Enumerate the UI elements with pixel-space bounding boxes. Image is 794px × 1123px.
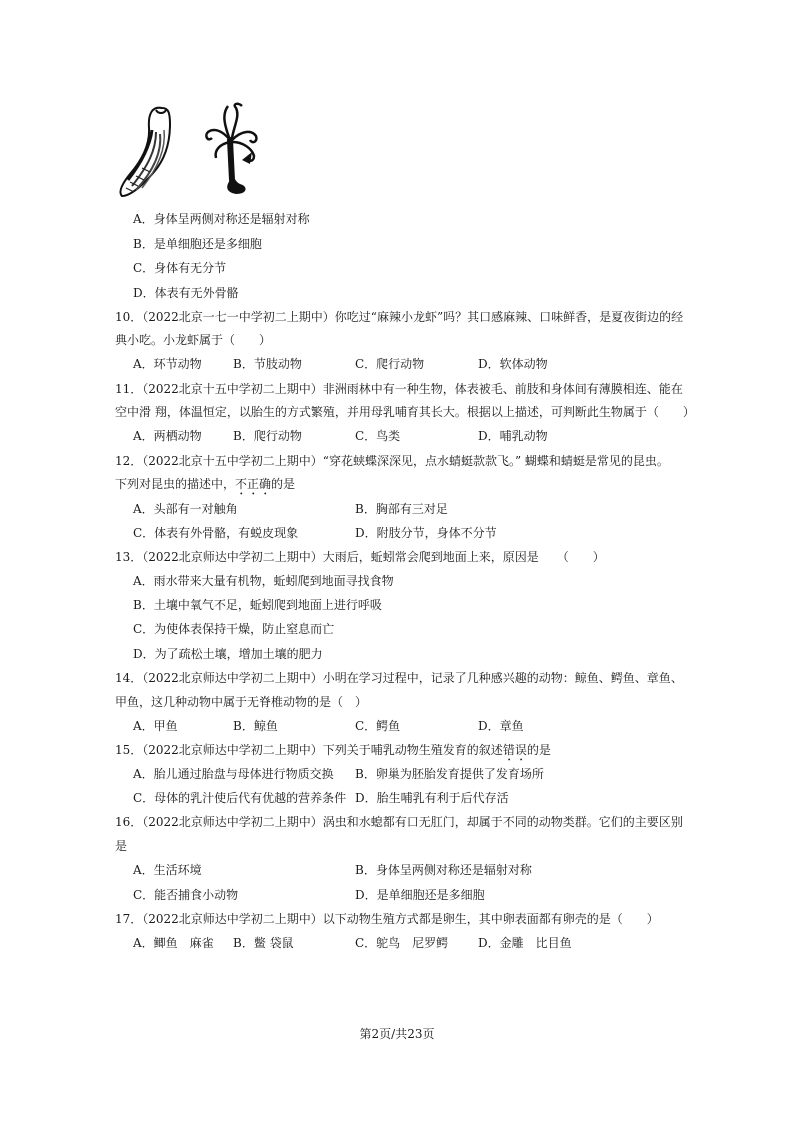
question-12-line1: 12．（2022北京十五中学初二上期中）“穿花蛱蝶深深见，点水蜻蜓款款飞。” 蝴蝶和蜻蜓是常见的昆虫。 (115, 454, 669, 468)
question-16-line2: 是 (115, 839, 128, 853)
question-17-option-c: C．鸵鸟 尼罗鳄 (355, 936, 449, 950)
question-11-option-c: C．鸟类 (355, 429, 401, 443)
question-14-option-d: D．章鱼 (478, 719, 524, 733)
prev-option-b: B．是单细胞还是多细胞 (133, 237, 262, 251)
question-12-emphasis: 不正确 (235, 477, 272, 491)
question-17-line1: 17．（2022北京师达中学初二上期中）以下动物生殖方式都是卵生，其中卵表面都有卵壳的是（ ） (115, 912, 659, 926)
question-16-option-c: C．能否捕食小动物 (133, 888, 239, 902)
question-12-option-a: A．头部有一对触角 (133, 502, 238, 516)
prev-option-c: C．身体有无分节 (133, 261, 227, 275)
question-11-option-d: D．哺乳动物 (478, 429, 548, 443)
question-10-option-b: B．节肢动物 (233, 357, 302, 371)
question-12-option-c: C．体表有外骨骼，有蜕皮现象 (133, 526, 299, 540)
page-number-footer: 第2页/共23页 (359, 1027, 435, 1041)
question-10-line1: 10．（2022北京一七一中学初二上期中）你吃过“麻辣小龙虾”吗？其口感麻辣、口味鲜香，是夏夜街边的经 (115, 310, 684, 324)
planarian-figure (120, 108, 170, 196)
question-13-line1: 13．（2022北京师达中学初二上期中）大雨后，蚯蚓常会爬到地面上来，原因是 （ ） (115, 550, 605, 564)
question-17-option-d: D．金雕 比目鱼 (478, 936, 572, 950)
question-15-line1 (115, 741, 551, 764)
question-16-option-b: B．身体呈两侧对称还是辐射对称 (355, 863, 532, 877)
question-12-option-d: D．附肢分节，身体不分节 (355, 526, 497, 540)
question-15-option-c: C．母体的乳汁使后代有优越的营养条件 (133, 791, 347, 805)
question-14-option-b: B．鲸鱼 (233, 719, 278, 733)
question-16-line1: 16．（2022北京师达中学初二上期中）涡虫和水螅都有口无肛门，却属于不同的动物类群。它们的主要区别 (115, 815, 683, 829)
question-10-option-a: A．环节动物 (133, 357, 202, 371)
question-13-option-d: D．为了疏松土壤，增加土壤的肥力 (133, 647, 323, 661)
question-10-option-d: D．软体动物 (478, 357, 548, 371)
question-15-emphasis: 错误 (502, 743, 527, 757)
question-12-line2-post: 的是 (271, 477, 296, 491)
question-16-option-a: A．生活环境 (133, 863, 202, 877)
question-14-option-c: C．鳄鱼 (355, 719, 401, 733)
animal-figures (112, 100, 282, 200)
question-14-line1: 14．（2022北京师达中学初二上期中）小明在学习过程中，记录了几种感兴趣的动物：鲸鱼、鳄鱼、章鱼、 (115, 671, 683, 685)
prev-option-d: D．体表有无外骨骼 (133, 286, 239, 300)
question-11-option-a: A．两栖动物 (133, 429, 202, 443)
question-13-option-b: B．土壤中氧气不足，蚯蚓爬到地面上进行呼吸 (133, 598, 382, 612)
question-10-option-c: C．爬行动物 (355, 357, 425, 371)
question-13-option-c: C．为使体表保持干燥，防止窒息而亡 (133, 622, 335, 636)
question-17-option-b: B．鳖 袋鼠 (233, 936, 294, 950)
question-14-option-a: A．甲鱼 (133, 719, 178, 733)
question-12-option-b: B．胸部有三对足 (355, 502, 448, 516)
question-15-option-b: B．卵巢为胚胎发育提供了发育场所 (355, 767, 544, 781)
question-15-option-a: A．胎儿通过胎盘与母体进行物质交换 (133, 767, 334, 781)
question-15-line1-pre: 15．（2022北京师达中学初二上期中）下列关于哺乳动物生殖发育的叙述 (115, 743, 503, 757)
question-12-line2 (115, 475, 295, 498)
question-15-option-d: D．胎生哺乳有利于后代存活 (355, 791, 509, 805)
question-13-option-a: A．雨水带来大量有机物，蚯蚓爬到地面寻找食物 (133, 574, 394, 588)
question-11-line1: 11．（2022北京十五中学初二上期中）非洲雨林中有一种生物，体表被毛、前肢和身体间有薄膜相连、能在 (115, 382, 683, 396)
question-17-option-a: A．鲫鱼 麻雀 (133, 936, 214, 950)
question-12-line2-pre: 下列对昆虫的描述中， (115, 477, 236, 491)
hydra-figure (206, 104, 256, 194)
question-14-line2: 甲鱼，这几种动物中属于无脊椎动物的是（ ） (115, 695, 368, 709)
question-10-line2: 典小吃。小龙虾属于（ ） (115, 333, 272, 347)
question-11-line2: 空中滑 翔，体温恒定，以胎生的方式繁殖，并用母乳哺育其长大。根据以上描述，可判断此生物属于（ ） (115, 405, 695, 419)
question-15-line1-post: 的是 (526, 743, 551, 757)
question-16-option-d: D．是单细胞还是多细胞 (355, 888, 485, 902)
prev-option-a: A．身体呈两侧对称还是辐射对称 (133, 212, 310, 226)
question-11-option-b: B．爬行动物 (233, 429, 302, 443)
